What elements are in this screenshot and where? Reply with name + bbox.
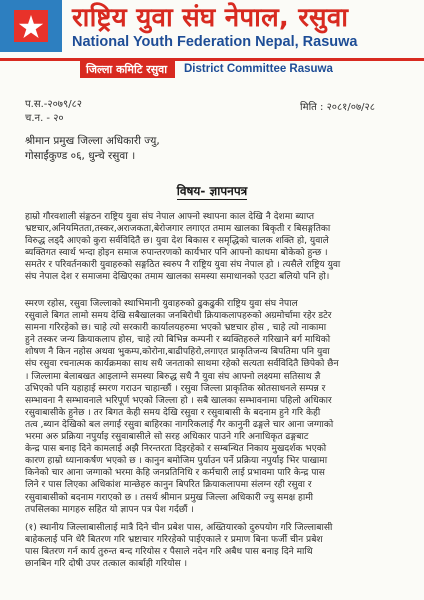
star-flag-icon [8,6,54,46]
body-line: सामना गरिरहेको छ। चाहे त्यो सरकारी कार्यालयहरुमा भएको भ्रष्टचार होस , चाहे त्यो नाकामा [25,323,327,334]
committee-nepali: जिल्ला कमिटि रसुवा [80,61,175,78]
body-line: तपसिलका मागहरु सहित यो ज्ञापन पत्र पेश गर्दछौं । [25,504,194,515]
reference-chn: च.न. - २० [25,113,64,124]
paragraph-intro [25,211,409,284]
flag-logo [0,0,62,52]
body-line: शोषण नै किन नहोस अथवा भुकम्प,कोरोना,बाढीपहिरो,लगाएत प्राकृतिजन्य बिपतिमा पनि युवा [25,347,330,358]
org-name-nepali: राष्ट्रिय युवा संघ नेपाल, रसुवा [72,3,349,33]
recipient-address: गोसाईंकुण्ड ०६, धुन्चे रसुवा । [25,150,136,162]
subject-text: विषय- ज्ञापनपत्र [176,184,248,198]
body-line: संघ नेपाल देश र समाजमा देखिएका तमाम खालका समस्या समाधानको एउटा बलियो पनि हो। [25,272,330,283]
body-line: स्मरण रहोस, रसुवा जिल्लाको स्थाभिमानी युवाहरुको ढुकढुकी राष्ट्रिय युवा संघ नेपाल [25,299,298,309]
letterhead [0,0,424,84]
body-line: हाम्रो गौरवशाली संङ्गठन राष्ट्रिय युवा संघ नेपाल आफ्नो स्थापना काल देखि नै देशमा ब्याप्त [25,212,315,222]
demand-item-1 [25,522,409,570]
body-line: संघ रसुवा रचनात्मक कार्यक्रमका साथ सधै जनताको साथमा रहेको सत्यता सर्वविदितै छिपेको छैन [25,359,339,370]
committee-english: District Committee Rasuwa [184,63,333,75]
paragraph-main [25,298,409,516]
body-line: रसुवाले बिगत लामो समय देखि सबैखालका जनबिरोधी क्रियाकलापहरुको अग्रमोर्चामा रहेर डटेर [25,311,332,322]
body-line: । जिल्लामा बेलाबखत आइलाग्ने समस्या बिरुद्ध सधै नै युवा संघ आफ्नो लक्ष्यमा सतिसाथ ज्ञै [25,371,321,382]
letter-date: मिति : २०८१/०७/२८ [300,102,375,113]
body-line: समतेर र परिवर्तनकारी युवाहरुको सङ्गठित स्वरुप नै राष्ट्रिय युवा संघ नेपाल हो । त्यसैले राष्ट्रिय युवा [25,260,341,271]
body-line: सम्भावना नै सम्भावनाले भरिपूर्ण भएको जिल्ला हो । सबै खालका सम्भावनामा पहिलो अधिकार [25,395,332,406]
body-line: विरुद्ध लड्दै आएको कुरा सर्वविदितै छ। युवा देश बिकास र समृद्धिको चालक शक्ति हो, युवाले [25,236,329,247]
org-name-english: National Youth Federation Nepal, Rasuwa [72,34,358,50]
body-line: उभिएको पनि यहाहाई स्मरण गराउन चाहान्छौं । रसुवा जिल्ला प्राकृतिक स्रोतसाधनले सम्पन्न र [25,383,326,394]
body-line: ब्यक्तिगत स्वार्थ भन्दा होइन समाज रुपान्तरणको कार्यभार पनि आफ्नो काधमा बोकेको हुन्छ । [25,248,328,259]
body-line: किनेको चार आना जग्गाको भरमा केहि जनप्रतिनिधि र कर्मचारी लाई प्रभावमा पारि केन्द्र पास [25,468,325,479]
recipient-title: श्रीमान प्रमुख जिल्ला अधिकारी ज्यु, [25,135,160,147]
body-line: (१) स्थानीय जिल्लाबासीलाई मात्रै दिने चीन प्रबेश पास, अख्तियारको दुरुपयोग गरि जिल्लाबासी [25,523,333,533]
body-line: बाहेकलाई पनि धेरै बितरण गरि भ्रष्टाचार गरिरहेको पाईएकाले र प्रमाण बिना फर्जी चीन प्रबेश [25,535,323,546]
body-line: कारण हाम्रो ध्यानाकर्षण भएको छ । कानुन बमोजिम पुर्याउन पर्ने प्रक्रिया नपुर्याइ भिर पाखामा [25,456,328,467]
body-line: भ्रष्टचार,अनियमितता,तस्कर,अराजकता,बेरोजगार लगाएत तमाम खालका बिकृती र बिसङ्गतिका [25,224,331,235]
body-line: रसुवाबासीको बदनाम गराएको छ । तसर्थ श्रीमान प्रमुख जिल्ला अधिकारी ज्यु समक्ष हामी [25,492,314,503]
header-divider [0,58,424,61]
reference-ps: प.स.-२०७९/८२ [25,99,82,110]
body-line: भरमा अरु प्रक्रिया नपुर्याइ रसुवाबासीले सो सरह अधिकार पाउने गरि अनाधिकृत ढङ्गबाट [25,432,309,443]
body-line: केन्द्र पास बनाइ दिने कामलाई अझै निरन्तरता दिइरहेको र सम्बन्धित निकाय मुखदर्शक भएको [25,444,327,455]
body-line: हुने तस्कर जन्य क्रियाकलाप होस, चाहे त्यो बिभिन्न कम्पनी र ब्यक्तिहरुले गरिखाने बर्ग माथिको [25,335,331,346]
subject-heading [0,182,424,199]
body-line: छानबिन गरि दोषी उपर तत्काल कार्बाही गरियोस । [25,559,188,570]
body-line: तत्व ,ब्यान देखिको बल लगाई रसुवा बाहिरका नागरिकलाई गैर कानुनी ढङ्गले चार आना जग्गाको [25,419,334,430]
body-line: लिने र पास लिएका अधिकांश मान्छेहरु कानुन बिपरित क्रियाकलापमा संलग्न रही रसुवा र [25,480,312,491]
body-line: रसुवाबासीके हुनेछ । तर बिगत केही समय देखि रसुवा र रसुवाबासी के बदनाम हुने गरि केही [25,407,321,418]
body-line: पास बितरण गर्न कार्य तुरुन्त बन्द गरियोस र पैसाले नदेन गरि अबैध पास बनाइ दिने माथि [25,547,313,558]
